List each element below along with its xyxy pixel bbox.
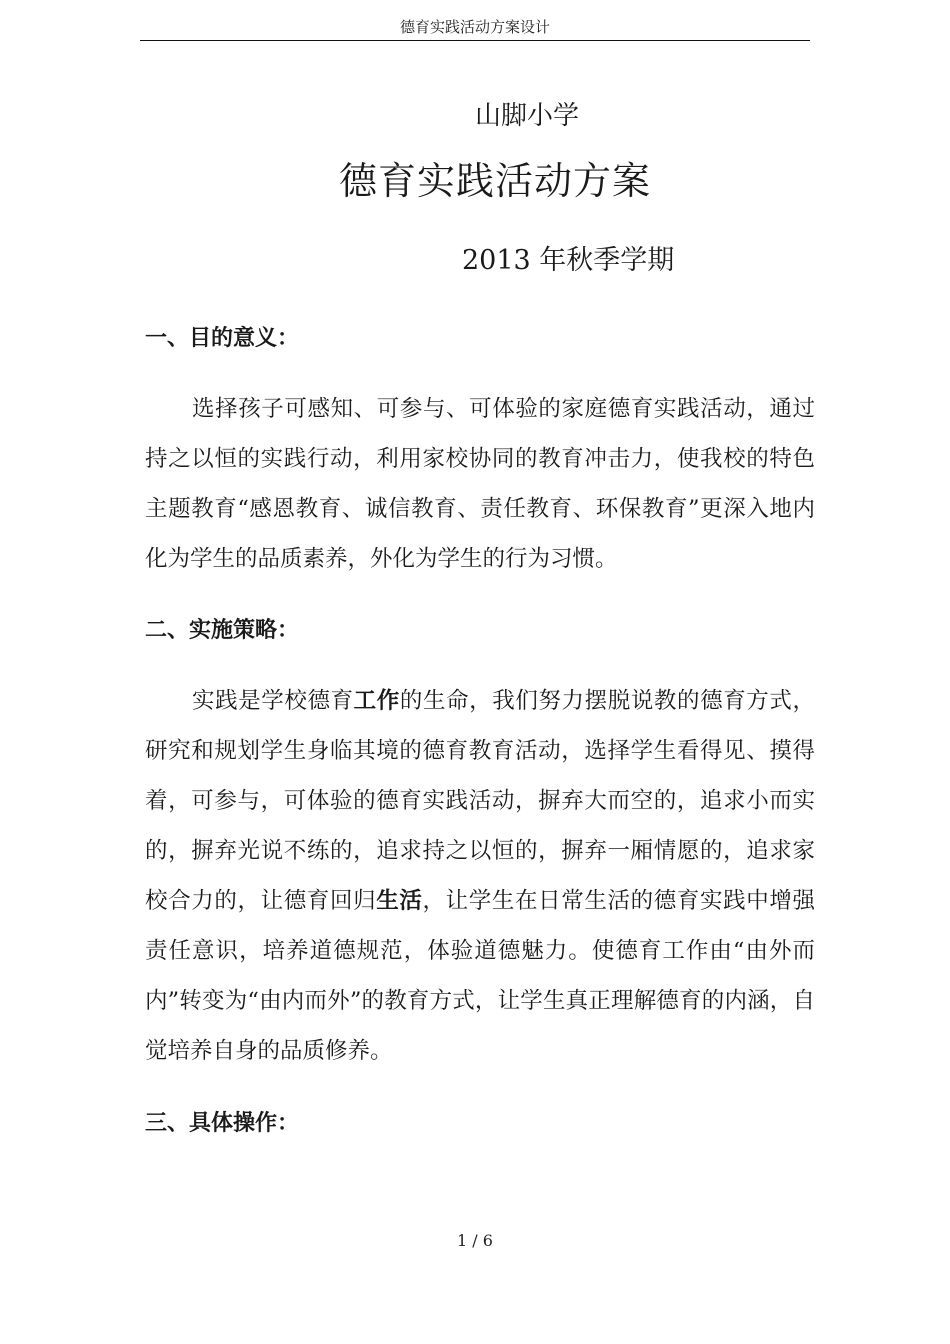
- section-heading-purpose: 一、目的意义：: [145, 325, 300, 351]
- term-label: 2013 年秋季学期: [462, 245, 675, 276]
- paragraph-text-segment: 实践是学校德育: [192, 688, 354, 714]
- section-heading-strategy: 二、实施策略：: [145, 617, 300, 643]
- emphasis-work: 工作: [353, 688, 400, 714]
- section-paragraph-strategy: [145, 676, 815, 1076]
- section-paragraph-purpose: 选择孩子可感知、可参与、可体验的家庭德育实践活动，通过持之以恒的实践行动，利用家校协同的教育冲击力，使我校的特色主题教育“感恩教育、诚信教育、责任教育、环保教育”更深入地内化为学生的品质素养，外化为学生的行为习惯。: [145, 396, 815, 572]
- page-number: 1 / 6: [457, 1231, 493, 1250]
- section-heading-operation: 三、具体操作：: [145, 1110, 300, 1136]
- paragraph-text-segment: ，让学生在日常生活的德育实践中增强责任意识，培养道德规范，体验道德魅力。使德育工作由“由外而内”转变为“由内而外”的教育方式，让学生真正理解德育的内涵，自觉培养自身的品质修养。: [145, 888, 815, 1064]
- document-title: 德育实践活动方案: [338, 159, 651, 203]
- running-header: 德育实践活动方案设计: [140, 16, 810, 41]
- emphasis-life: 生活: [376, 888, 423, 914]
- paragraph-text-segment: 的生命，我们努力摆脱说教的德育方式，研究和规划学生身临其境的德育教育活动，选择学生看得见、摸得着，可参与，可体验的德育实践活动，摒弃大而空的，追求小而实的，摒弃光说不练的，追求持之以恒的，摒弃一厢情愿的，追求家校合力的，让德育回归: [145, 688, 815, 914]
- school-name: 山脚小学: [475, 101, 580, 131]
